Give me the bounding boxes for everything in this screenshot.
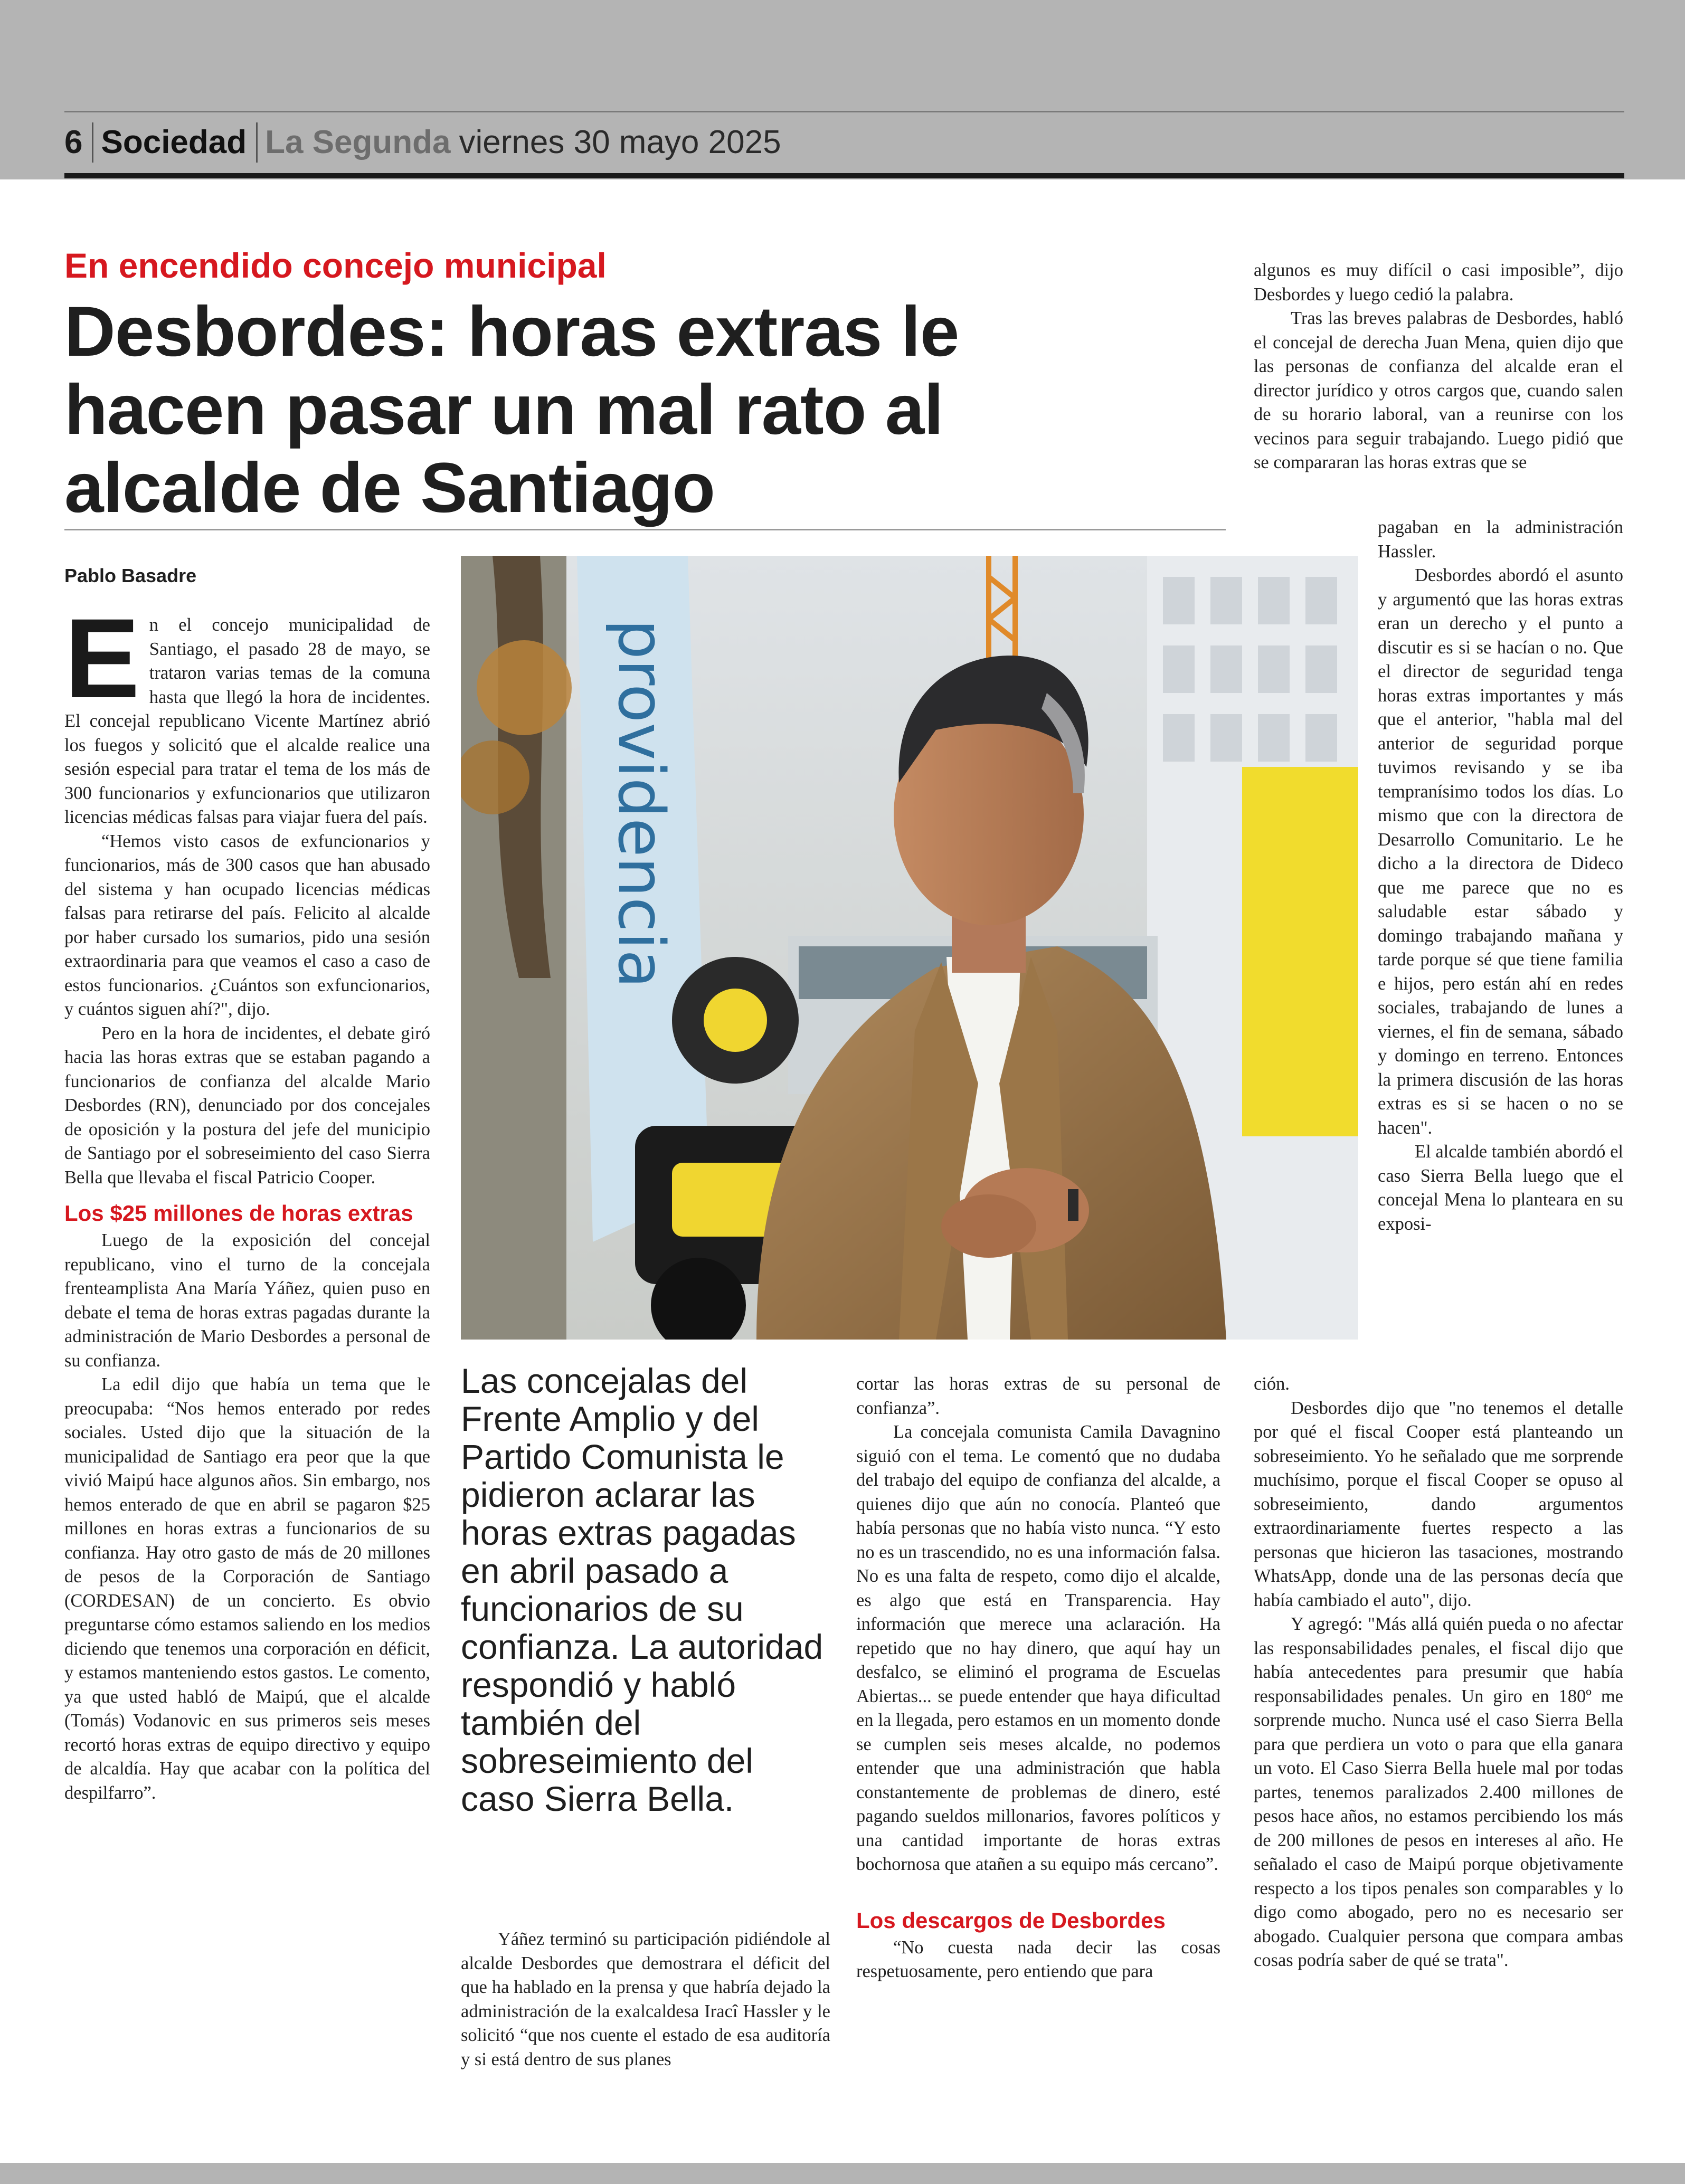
drop-cap: E: [64, 595, 140, 721]
subheading: Los $25 millones de horas extras: [64, 1201, 413, 1226]
article-kicker: En encendido concejo municipal: [64, 246, 607, 285]
header-divider: [92, 122, 93, 163]
paragraph: “No cuesta nada decir las cosas respetuosamente, pero entiendo que para: [856, 1937, 1220, 1981]
body-column-4-bottom: [1254, 1372, 1623, 1973]
paragraph: Luego de la exposición del concejal republicano, vino el turno de la concejala frenteamplista Ana María Yáñez, quien puso en debate el tema de horas extras pagadas durante la administración de Mario Desbordes a personal de su confianza.: [64, 1230, 430, 1371]
pull-quote: Las concejalas del Frente Amplio y del Partido Comunista le pidieron aclarar las horas extras pagadas en abril pasado a funcionarios de su confianza. La autoridad respondió y habló también del sobreseimiento del caso Sierra Bella.: [461, 1361, 823, 1818]
body-column-2: [461, 1927, 830, 2072]
photo-illustration: [461, 556, 1358, 1340]
header-bottom-rule: [64, 173, 1624, 178]
headline-line-1: Desbordes: horas extras le: [64, 292, 959, 371]
page-number: 6: [64, 124, 83, 160]
paragraph: Pero en la hora de incidentes, el debate giró hacia las horas extras que se estaban pagando a funcionarios de confianza del alcalde Mario Desbordes (RN), denunciado por dos concejales de oposición y la postura del jefe del municipio de Santiago por el sobreseimiento del caso Sierra Bella que llevaba el fiscal Patricio Cooper.: [64, 1023, 430, 1188]
paragraph: cortar las horas extras de su personal de confianza”.: [856, 1374, 1220, 1418]
article-photo: [461, 556, 1358, 1340]
paragraph: El alcalde también abordó el caso Sierra Bella luego que el concejal Mena lo planteara en su exposi-: [1378, 1142, 1623, 1234]
paragraph: pagaban en la administración Hassler.: [1378, 517, 1623, 562]
header-top-rule: [64, 111, 1624, 112]
header-divider-2: [256, 122, 258, 163]
headline-rule: [64, 529, 1226, 530]
paragraph: Yáñez terminó su participación pidiéndole al alcalde Desbordes que demostrara el déficit del que ha hablado en la prensa y que habría dejado la administración de la exalcaldesa Iracî Hassler y le solicitó “que nos cuente el estado de esa auditoría y si está dentro de sus planes: [461, 1929, 830, 2069]
paragraph: La edil dijo que había un tema que le preocupaba: “Nos hemos enterado por redes sociales. Usted dijo que la situación de la municipalidad de Santiago era peor que la que vivió Maipú hace algunos años. Sin embargo, nos hemos enterado de que en abril se pagaron $25 millones en horas extras a funcionarios de su confianza. Hay otro gasto de más de 20 millones de pesos de la Corporación de Santiago (CORDESAN) de un concierto. Es obvio preguntarse cómo estamos saliendo en los medios diciendo que tenemos una corporación en déficit, y estamos manteniendo estos gastos. Le comento, ya que usted habló de Maipú, que el alcalde (Tomás) Vodanovic en sus primeros seis meses recortó horas extras de equipo directivo y equipo de alcaldía. Hay que acabar con la política del despilfarro”.: [64, 1374, 430, 1803]
paragraph: Desbordes dijo que "no tenemos el detalle por qué el fiscal Cooper está planteando un sobreseimiento. Yo he señalado que me sorprende muchísimo, porque el fiscal Cooper se opuso al sobreseimiento, dando argumentos extraordinariamente fuertes respecto a las personas que hicieron las tasaciones, mostrando WhatsApp, donde una de las personas decía que había cambiado el auto", dijo.: [1254, 1398, 1623, 1610]
paragraph: Desbordes abordó el asunto y argumentó que las horas extras eran un derecho y el punto a discutir es si se hacían o no. Que el director de seguridad tenga horas extras importantes y más que el anterior, "habla mal del anterior de seguridad porque tuvimos revisando y se iba tempranísimo todos los días. Lo mismo que con la directora de Desarrollo Comunitario. Le he dicho a la directora de Dideco que me parece que no es saludable estar sábado y domingo trabajando mañana y tarde porque sé que tiene familia e hijos, pero están ahí en redes sociales, trabajando de lunes a viernes, el fin de semana, sábado y domingo en terreno. Entonces la primera discusión de las horas extras es si se hacen o no se hacen".: [1378, 565, 1623, 1138]
publication-name: La Segunda: [265, 124, 451, 160]
page-header: [64, 117, 781, 168]
subheading: Los descargos de Desbordes: [856, 1907, 1166, 1933]
body-column-3: [856, 1372, 1220, 1984]
paragraph: La concejala comunista Camila Davagnino siguió con el tema. Le comentó que no dudaba del trabajo del equipo de confianza del alcalde, a quienes dijo que aún no conocía. Planteó que había personas que no había visto nunca. “Y esto no es un trascendido, no es una información falsa. No es una falta de respeto, como dijo el alcalde, es algo que está en Transparencia. Hay información que merece una aclaración. Ha repetido que no hay dinero, que aquí hay un desfalco, se eliminó el programa de Escuelas Abiertas... se puede entender que haya dificultad en la llegada, pero estamos en un momento donde se cumplen seis meses alcalde, no podemos entender que una administración que habla constantemente de problemas de dinero, esté pagando sueldos millonarios, favores políticos y una cantidad importante de horas extras bochornosa que atañen a su equipo más cercano”.: [856, 1422, 1220, 1874]
publication-date: viernes 30 mayo 2025: [459, 124, 781, 160]
section-name: Sociedad: [101, 124, 247, 160]
headline-line-2: hacen pasar un mal rato al: [64, 371, 943, 449]
paragraph: En el concejo municipalidad de Santiago, el pasado 28 de mayo, se trataron varias temas de la comuna hasta que llegó la hora de incidentes. El concejal republicano Vicente Martínez abrió los fuegos y solicitó que el alcalde realice una sesión especial para tratar el tema de los más de 300 funcionarios y exfuncionarios que utilizaron licencias médicas falsas para viajar fuera del país.: [64, 595, 430, 827]
paragraph: ción.: [1254, 1374, 1290, 1394]
article-headline: [64, 293, 1226, 527]
paragraph: Y agregó: "Más allá quién pueda o no afectar las responsabilidades penales, el fiscal dijo que había antecedentes para presumir que había responsabilidades penales. Un giro en 180º me sorprende mucho. Nunca usé el caso Sierra Bella para que perdiera un voto o para que ella ganara un voto. El Caso Sierra Bella huele mal por todas partes, tenemos paralizados 2.400 millones de pesos hace años, no estamos percibiendo los más de 200 millones de pesos en intereses al año. He señalado el caso de Maipú porque objetivamente respecto a los tipos penales son comparables y lo digo como abogado, pero no es necesario ser abogado. Cualquier persona que compara ambas cosas podría saber de qué se trata".: [1254, 1614, 1623, 1970]
banner-text: providencia: [604, 619, 677, 989]
paragraph: algunos es muy difícil o casi imposible”, dijo Desbordes y luego cedió la palabra.: [1254, 260, 1623, 305]
byline: Pablo Basadre: [64, 565, 197, 586]
page-footer-band: [0, 2163, 1685, 2184]
headline-line-3: alcalde de Santiago: [64, 449, 715, 527]
paragraph: “Hemos visto casos de exfuncionarios y funcionarios, más de 300 casos que han abusado del sistema y han ocupado licencias médicas falsas para retirarse del país. Felicito al alcalde por haber cursado los sumarios, pido una sesión extraordinaria para que veamos el caso a caso de estos funcionarios. ¿Cuántos son exfuncionarios, y cuántos siguen ahí?", dijo.: [64, 831, 430, 1019]
body-column-1: [64, 595, 430, 1805]
body-column-4-narrow: [1378, 516, 1623, 1236]
body-column-4-top: [1254, 259, 1623, 475]
paragraph: Tras las breves palabras de Desbordes, habló el concejal de derecha Juan Mena, quien dijo que las personas de confianza del alcalde eran el director jurídico y otros cargos que, cuando salen de su horario laboral, van a reunirse con los vecinos para seguir trabajando. Luego pidió que se compararan las horas extras que se: [1254, 308, 1623, 472]
